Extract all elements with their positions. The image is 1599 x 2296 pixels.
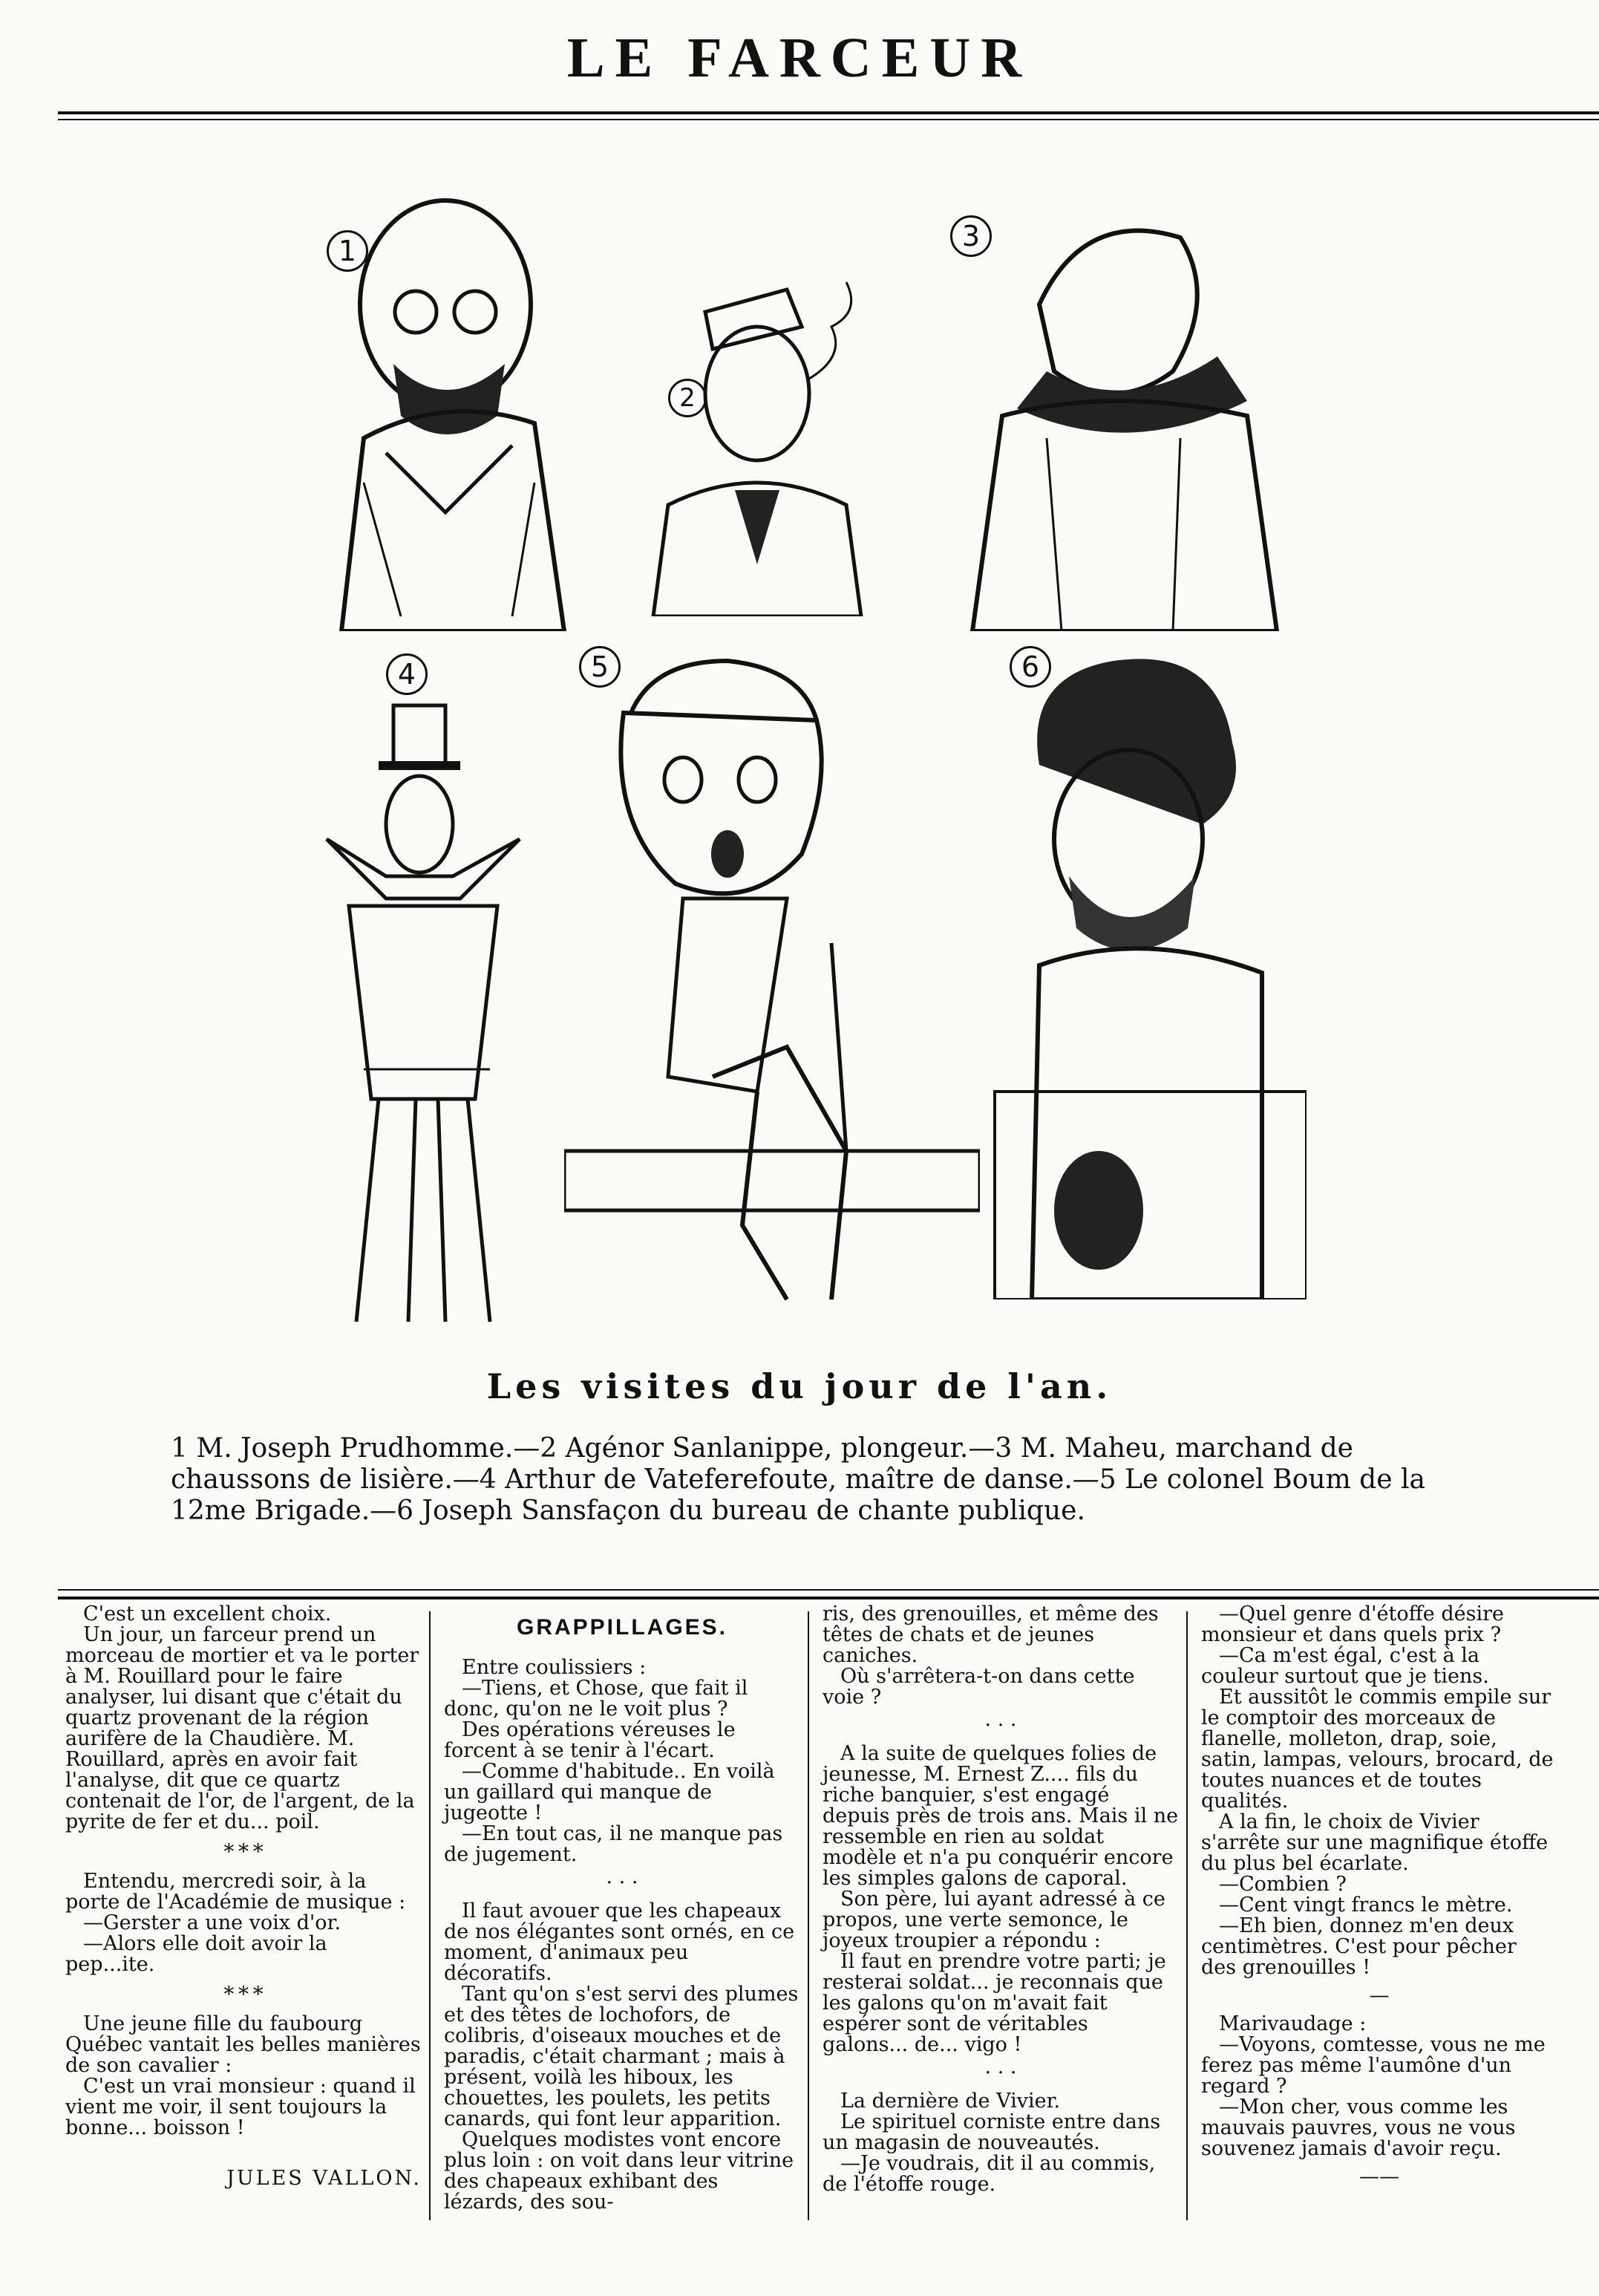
col4-paragraph: —Eh bien, donnez m'en deux centimètres. C'est pour pêcher des grenouilles ! xyxy=(1201,1914,1517,1979)
section-rule-thick xyxy=(58,1597,1599,1599)
col1-paragraph: C'est un excellent choix. xyxy=(83,1602,332,1625)
col3-paragraph: ris, des grenouilles, et même des têtes de chats et de jeunes caniches. xyxy=(823,1602,1159,1667)
column-4 xyxy=(1201,1604,1557,2195)
figure-number-3: 3 xyxy=(950,215,992,257)
col1-paragraph: Entendu, mercredi soir, à la porte de l'Académie de musique : xyxy=(65,1870,406,1914)
section-rule xyxy=(58,1589,1599,1591)
col4-paragraph: —Quel genre d'étoffe désire monsieur et dans quels prix ? xyxy=(1201,1602,1505,1646)
col3-paragraph: A la suite de quelques folies de jeunesse, M. Ernest Z.... fils du riche banquier, s'est engagé depuis près de trois ans. Mais il ne ressemble en rien au soldat modèle et n'a pu conquérir encore les simples galons de caporal. xyxy=(823,1742,1179,1890)
col1-paragraph: C'est un vrai monsieur : quand il vient me voir, il sent toujours la bonne... boisson ! xyxy=(65,2075,416,2139)
col3-paragraph: —Je voudrais, dit il au commis, de l'étoffe rouge. xyxy=(823,2152,1156,2196)
sleeping-man-portrait-icon xyxy=(935,193,1292,631)
col4-paragraph: Et aussitôt le commis empile sur le comptoir des morceaux de flanelle, molleton, drap, soie, satin, lampas, velours, brocard, de toutes nuances et de toutes qualités. xyxy=(1201,1686,1554,1813)
asterism: * * * xyxy=(223,1982,264,2006)
dance-master-standing-icon xyxy=(297,653,549,1337)
col1-paragraph: —Alors elle doit avoir la pep...ite. xyxy=(65,1932,327,1976)
column-2 xyxy=(444,1604,800,2213)
figure-number-1: 1 xyxy=(327,230,368,272)
masthead-rule xyxy=(58,111,1599,114)
col3-paragraph: Le spirituel corniste entre dans un magasin de nouveautés. xyxy=(823,2110,1161,2154)
figure-3 xyxy=(935,193,1292,631)
col4-paragraph: —Cent vingt francs le mètre. xyxy=(1219,1894,1513,1917)
column-1 xyxy=(65,1604,422,2189)
figure-4 xyxy=(297,653,549,1337)
col2-paragraph: Tant qu'on s'est servi des plumes et des têtes de lochofors, de colibris, d'oiseaux mouches et de paradis, c'était charmant ; mais à présent, voilà les hiboux, les chouettes, les poulets, les petits canards, qui font leur apparition. xyxy=(444,1983,799,2130)
illustration-plate xyxy=(0,141,1599,1359)
col2-paragraph: —Comme d'habitude.. En voilà un gaillard qui manque de jugeotte ! xyxy=(444,1760,775,1824)
col3-paragraph: Son père, lui ayant adressé à ce propos, une verte semonce, le joyeux troupier a répondu : xyxy=(823,1888,1165,1952)
col4-paragraph: —Ca m'est égal, c'est à la couleur surtout que je tiens. xyxy=(1201,1644,1489,1688)
figure-6 xyxy=(980,631,1307,1299)
col1-paragraph: —Gerster a une voix d'or. xyxy=(83,1911,341,1934)
col4-paragraph: A la fin, le choix de Vivier s'arrête sur une magnifique étoffe du plus bel écarlate. xyxy=(1201,1810,1549,1875)
col1-paragraph: Un jour, un farceur prend un morceau de mortier et va le porter à M. Rouillard pour le faire analyser, lui disant que c'était du quartz provenant de la région aurifère de la Chaudière. M. Rouillard, après en avoir fait l'analyse, dit que ce quartz contenait de l'or, de l'argent, de la pyrite de fer et du... poil. xyxy=(65,1623,419,1833)
section-heading: GRAPPILLAGES. xyxy=(516,1615,728,1640)
col2-paragraph: Entre coulissiers : xyxy=(462,1656,647,1679)
figure-number-6: 6 xyxy=(1010,646,1051,688)
col4-paragraph: Marivaudage : xyxy=(1219,2012,1367,2035)
masthead-title: LE FARCEUR xyxy=(566,27,1033,89)
figure-number-5: 5 xyxy=(579,646,621,688)
col2-paragraph: Quelques modistes vont encore plus loin : on voit dans leur vitrine des chapeaux exhibant des lézards, des sou- xyxy=(444,2128,794,2214)
figure-number-4: 4 xyxy=(386,653,428,695)
separator: — xyxy=(1369,1984,1390,2007)
masthead-rule-thin xyxy=(58,119,1599,120)
col4-paragraph: —Mon cher, vous comme les mauvais pauvres, vous ne vous souvenez jamais d'avoir reçu. xyxy=(1201,2096,1516,2160)
bearded-man-seated-icon xyxy=(980,631,1307,1299)
col4-paragraph: —Voyons, comtesse, vous ne me ferez pas même l'aumône d'un regard ? xyxy=(1201,2033,1546,2098)
col2-paragraph: Il faut avouer que les chapeaux de nos élégantes sont ornés, en ce moment, d'animaux peu décoratifs. xyxy=(444,1899,795,1985)
figure-2 xyxy=(624,267,876,616)
caption-title: Les visites du jour de l'an. xyxy=(486,1366,1113,1406)
colonel-seated-icon xyxy=(564,631,980,1329)
separator: —— xyxy=(1359,2165,1399,2188)
col2-paragraph: —En tout cas, il ne manque pas de jugement. xyxy=(444,1822,783,1866)
col2-paragraph: —Tiens, et Chose, que fait il donc, qu'on ne le voit plus ? xyxy=(444,1677,748,1721)
separator: · · · xyxy=(984,2061,1017,2084)
figure-number-2: 2 xyxy=(668,379,707,417)
figure-1 xyxy=(297,171,579,631)
col4-paragraph: —Combien ? xyxy=(1219,1873,1347,1896)
col2-paragraph: Des opérations véreuses le forcent à se tenir à l'écart. xyxy=(444,1718,736,1762)
separator: · · · xyxy=(606,1871,638,1894)
text-columns xyxy=(58,1604,1599,2243)
signature: JULES VALLON. xyxy=(226,2167,422,2190)
col3-paragraph: La dernière de Vivier. xyxy=(840,2090,1061,2113)
col1-paragraph: Une jeune fille du faubourg Québec vantait les belles manières de son cavalier : xyxy=(65,2012,421,2077)
young-man-smoking-portrait-icon xyxy=(624,267,876,616)
figure-5 xyxy=(564,631,980,1329)
col3-paragraph: Où s'arrêtera-t-on dans cette voie ? xyxy=(823,1665,1135,1709)
asterism: * * * xyxy=(223,1839,264,1864)
col3-paragraph: Il faut en prendre votre parti; je resterai soldat... je reconnais que les galons qu'on m'avait fait espérer sont de véritables galons... de... vigo ! xyxy=(823,1950,1166,2056)
caption-text: 1 M. Joseph Prudhomme.—2 Agénor Sanlanippe, plongeur.—3 M. Maheu, marchand de chaussons de lisière.—4 Arthur de Vateferefoute, maître de danse.—5 Le colonel Boum de la 12me Brigade.—6 Joseph Sansfaçon du bureau de chante publique. xyxy=(171,1433,1425,1526)
column-3 xyxy=(823,1604,1179,2195)
separator: · · · xyxy=(984,1714,1017,1737)
